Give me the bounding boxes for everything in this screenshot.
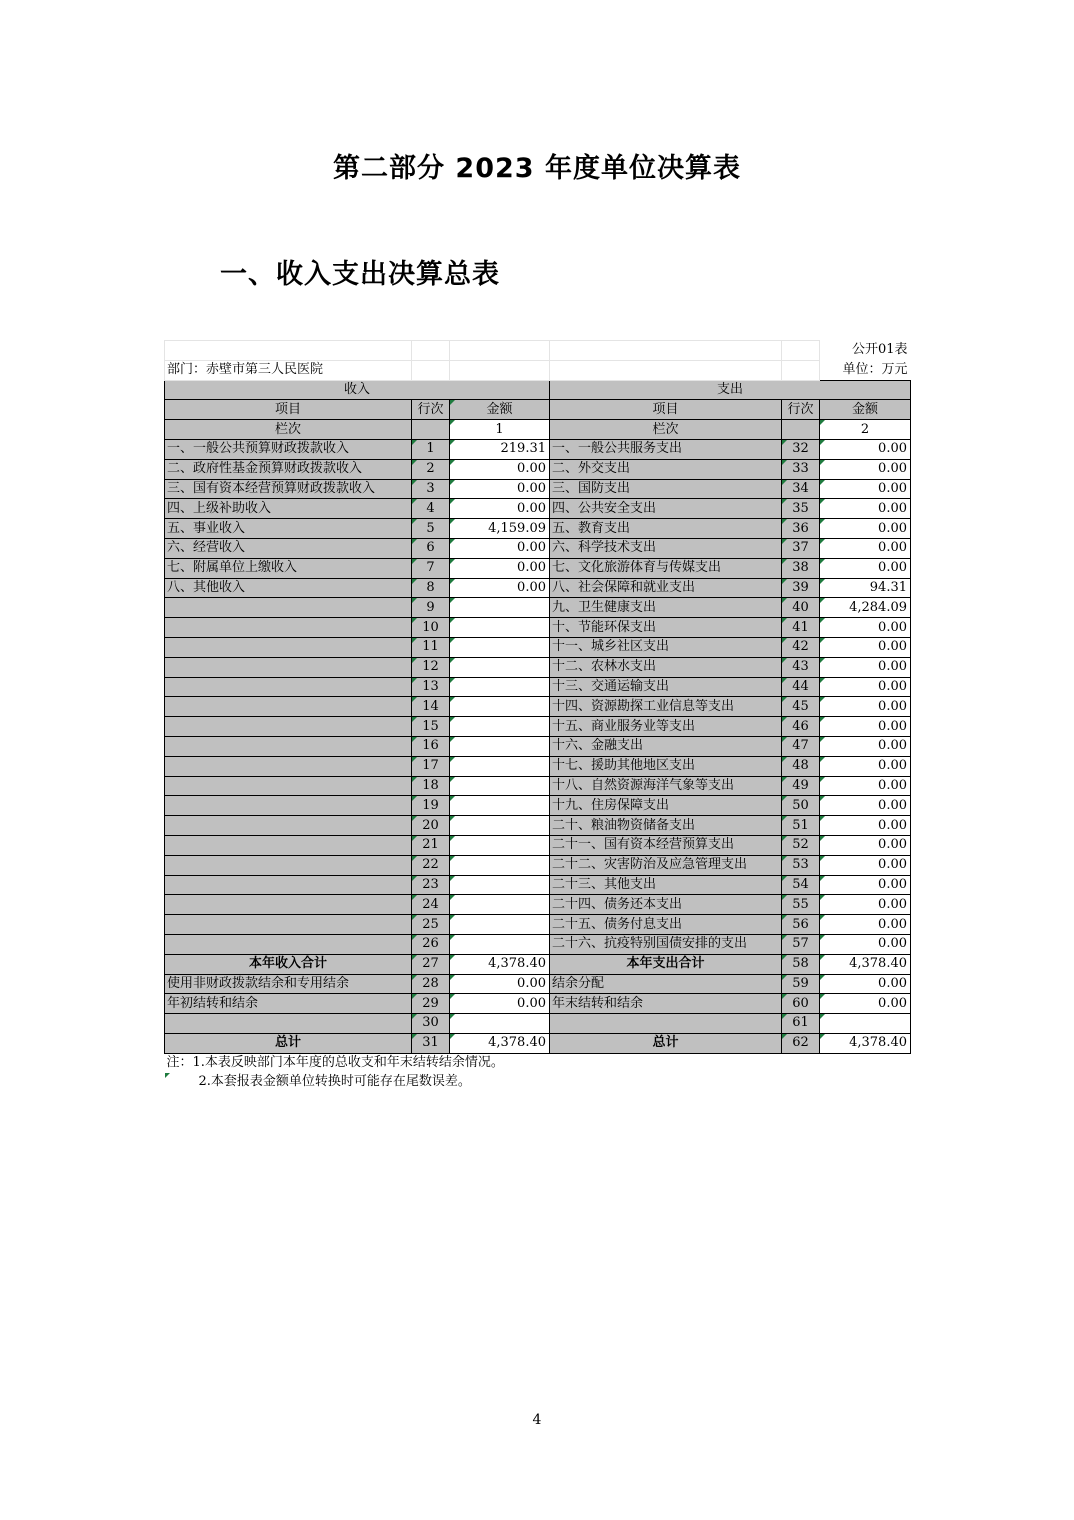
expense-row-no: 42 bbox=[782, 637, 820, 657]
income-row-no: 18 bbox=[412, 776, 450, 796]
income-item: 使用非财政拨款结余和专用结余 bbox=[165, 974, 412, 994]
income-amount bbox=[450, 816, 550, 836]
income-item bbox=[165, 697, 412, 717]
expense-amount: 0.00 bbox=[820, 915, 911, 935]
expense-row-no: 60 bbox=[782, 994, 820, 1014]
income-seq-label: 栏次 bbox=[165, 420, 412, 440]
income-row-no: 5 bbox=[412, 519, 450, 539]
income-amount bbox=[450, 736, 550, 756]
income-item: 七、附属单位上缴收入 bbox=[165, 558, 412, 578]
expense-amount: 0.00 bbox=[820, 459, 911, 479]
expense-row-no: 43 bbox=[782, 657, 820, 677]
table-row bbox=[165, 637, 911, 657]
expense-item: 四、公共安全支出 bbox=[550, 499, 782, 519]
expense-item: 六、科学技术支出 bbox=[550, 538, 782, 558]
income-row-no: 6 bbox=[412, 538, 450, 558]
expense-item: 十六、金融支出 bbox=[550, 736, 782, 756]
table-row bbox=[165, 479, 911, 499]
income-row-no: 10 bbox=[412, 618, 450, 638]
expense-amount: 0.00 bbox=[820, 618, 911, 638]
income-row-no: 30 bbox=[412, 1014, 450, 1034]
income-amount-header: 金额 bbox=[450, 400, 550, 420]
expense-row-no: 59 bbox=[782, 974, 820, 994]
expense-row-no: 51 bbox=[782, 816, 820, 836]
expense-amount: 0.00 bbox=[820, 637, 911, 657]
income-item: 六、经营收入 bbox=[165, 538, 412, 558]
unit-label: 单位：万元 bbox=[842, 361, 908, 377]
year-expense-total-amount: 4,378.40 bbox=[820, 954, 911, 974]
table-row bbox=[165, 697, 911, 717]
year-income-total-label: 本年收入合计 bbox=[165, 954, 412, 974]
expense-item: 三、国防支出 bbox=[550, 479, 782, 499]
table-row bbox=[165, 835, 911, 855]
expense-seq-label: 栏次 bbox=[550, 420, 782, 440]
table-row bbox=[165, 974, 911, 994]
table-row bbox=[165, 855, 911, 875]
budget-summary-sheet bbox=[164, 340, 910, 1092]
table-row bbox=[165, 538, 911, 558]
income-row-header: 行次 bbox=[412, 400, 450, 420]
income-amount bbox=[450, 657, 550, 677]
income-item bbox=[165, 835, 412, 855]
expense-item: 结余分配 bbox=[550, 974, 782, 994]
expense-row-no: 52 bbox=[782, 835, 820, 855]
expense-item bbox=[550, 1014, 782, 1034]
expense-amount: 0.00 bbox=[820, 835, 911, 855]
note-1: 注：1.本表反映部门本年度的总收支和年末结转结余情况。 bbox=[166, 1055, 504, 1071]
table-row bbox=[165, 756, 911, 776]
expense-amount-header: 金额 bbox=[820, 400, 911, 420]
income-row-no: 19 bbox=[412, 796, 450, 816]
table-row bbox=[165, 934, 911, 954]
income-amount bbox=[450, 895, 550, 915]
income-item: 四、上级补助收入 bbox=[165, 499, 412, 519]
expense-item: 七、文化旅游体育与传媒支出 bbox=[550, 558, 782, 578]
income-row-no: 24 bbox=[412, 895, 450, 915]
expense-header: 支出 bbox=[550, 380, 911, 400]
expense-item: 年末结转和结余 bbox=[550, 994, 782, 1014]
expense-amount: 0.00 bbox=[820, 538, 911, 558]
form-number: 公开01表 bbox=[851, 342, 908, 358]
expense-amount: 0.00 bbox=[820, 558, 911, 578]
expense-item: 十九、住房保障支出 bbox=[550, 796, 782, 816]
expense-row-no: 38 bbox=[782, 558, 820, 578]
expense-amount: 0.00 bbox=[820, 895, 911, 915]
income-amount bbox=[450, 776, 550, 796]
income-amount: 0.00 bbox=[450, 578, 550, 598]
income-amount: 0.00 bbox=[450, 994, 550, 1014]
expense-item: 二十三、其他支出 bbox=[550, 875, 782, 895]
expense-amount: 0.00 bbox=[820, 736, 911, 756]
table-row bbox=[165, 499, 911, 519]
year-income-total-amount: 4,378.40 bbox=[450, 954, 550, 974]
expense-row-no: 54 bbox=[782, 875, 820, 895]
income-row-no: 4 bbox=[412, 499, 450, 519]
grand-total-income-row-no: 31 bbox=[412, 1033, 450, 1053]
table-row bbox=[165, 578, 911, 598]
expense-item: 二十一、国有资本经营预算支出 bbox=[550, 835, 782, 855]
expense-row-no: 56 bbox=[782, 915, 820, 935]
expense-row-no: 35 bbox=[782, 499, 820, 519]
grand-total-expense-label: 总计 bbox=[550, 1033, 782, 1053]
income-item bbox=[165, 796, 412, 816]
income-item: 五、事业收入 bbox=[165, 519, 412, 539]
expense-item: 二十六、抗疫特别国债安排的支出 bbox=[550, 934, 782, 954]
income-item: 三、国有资本经营预算财政拨款收入 bbox=[165, 479, 412, 499]
income-amount bbox=[450, 677, 550, 697]
income-row-no: 21 bbox=[412, 835, 450, 855]
income-row-no: 1 bbox=[412, 439, 450, 459]
expense-amount: 0.00 bbox=[820, 717, 911, 737]
income-item bbox=[165, 934, 412, 954]
income-item bbox=[165, 776, 412, 796]
income-row-no: 29 bbox=[412, 994, 450, 1014]
expense-amount: 0.00 bbox=[820, 439, 911, 459]
income-amount bbox=[450, 915, 550, 935]
income-amount: 0.00 bbox=[450, 459, 550, 479]
income-row-no: 26 bbox=[412, 934, 450, 954]
income-amount: 219.31 bbox=[450, 439, 550, 459]
table-row bbox=[165, 1014, 911, 1034]
department-label: 部门：赤壁市第三人民医院 bbox=[165, 360, 412, 380]
table-row bbox=[165, 816, 911, 836]
income-row-no: 2 bbox=[412, 459, 450, 479]
expense-row-no: 61 bbox=[782, 1014, 820, 1034]
table-row bbox=[165, 717, 911, 737]
expense-row-no: 32 bbox=[782, 439, 820, 459]
table-row bbox=[165, 618, 911, 638]
expense-item: 一、一般公共服务支出 bbox=[550, 439, 782, 459]
grand-total-expense-row-no: 62 bbox=[782, 1033, 820, 1053]
expense-item: 二十五、债务付息支出 bbox=[550, 915, 782, 935]
page-number: 4 bbox=[532, 1412, 542, 1428]
expense-amount: 0.00 bbox=[820, 776, 911, 796]
table-row bbox=[165, 796, 911, 816]
income-row-no: 3 bbox=[412, 479, 450, 499]
income-item bbox=[165, 855, 412, 875]
income-row-no: 16 bbox=[412, 736, 450, 756]
income-amount: 0.00 bbox=[450, 499, 550, 519]
expense-row-no: 33 bbox=[782, 459, 820, 479]
expense-row-no: 53 bbox=[782, 855, 820, 875]
income-amount bbox=[450, 717, 550, 737]
expense-row-no: 47 bbox=[782, 736, 820, 756]
income-row-no: 12 bbox=[412, 657, 450, 677]
expense-item: 十八、自然资源海洋气象等支出 bbox=[550, 776, 782, 796]
document-title: 第二部分 2023 年度单位决算表 bbox=[333, 153, 741, 184]
expense-amount: 94.31 bbox=[820, 578, 911, 598]
income-item: 八、其他收入 bbox=[165, 578, 412, 598]
expense-item: 二十、粮油物资储备支出 bbox=[550, 816, 782, 836]
income-amount: 0.00 bbox=[450, 558, 550, 578]
income-item: 一、一般公共预算财政拨款收入 bbox=[165, 439, 412, 459]
expense-row-no: 46 bbox=[782, 717, 820, 737]
income-row-no: 23 bbox=[412, 875, 450, 895]
expense-amount: 0.00 bbox=[820, 657, 911, 677]
expense-amount: 4,284.09 bbox=[820, 598, 911, 618]
expense-amount: 0.00 bbox=[820, 499, 911, 519]
expense-row-header: 行次 bbox=[782, 400, 820, 420]
income-row-no: 20 bbox=[412, 816, 450, 836]
income-row-no: 28 bbox=[412, 974, 450, 994]
expense-item: 十三、交通运输支出 bbox=[550, 677, 782, 697]
income-item: 二、政府性基金预算财政拨款收入 bbox=[165, 459, 412, 479]
expense-row-no: 36 bbox=[782, 519, 820, 539]
table-row bbox=[165, 994, 911, 1014]
expense-row-no: 55 bbox=[782, 895, 820, 915]
expense-item: 二、外交支出 bbox=[550, 459, 782, 479]
income-amount bbox=[450, 1014, 550, 1034]
note-2: 2.本套报表金额单位转换时可能存在尾数误差。 bbox=[165, 1073, 911, 1092]
grand-total-expense-amount: 4,378.40 bbox=[820, 1033, 911, 1053]
income-item bbox=[165, 756, 412, 776]
expense-row-no: 50 bbox=[782, 796, 820, 816]
income-amount bbox=[450, 618, 550, 638]
year-expense-total-label: 本年支出合计 bbox=[550, 954, 782, 974]
expense-item: 五、教育支出 bbox=[550, 519, 782, 539]
income-row-no: 11 bbox=[412, 637, 450, 657]
income-amount: 4,159.09 bbox=[450, 519, 550, 539]
income-header: 收入 bbox=[165, 380, 550, 400]
income-amount bbox=[450, 934, 550, 954]
grand-total-income-label: 总计 bbox=[165, 1033, 412, 1053]
table-row bbox=[165, 598, 911, 618]
section-title: 一、收入支出决算总表 bbox=[220, 259, 500, 290]
income-item-header: 项目 bbox=[165, 400, 412, 420]
expense-item-header: 项目 bbox=[550, 400, 782, 420]
income-item bbox=[165, 895, 412, 915]
expense-item: 十四、资源勘探工业信息等支出 bbox=[550, 697, 782, 717]
income-amount bbox=[450, 637, 550, 657]
expense-amount: 0.00 bbox=[820, 479, 911, 499]
expense-amount: 0.00 bbox=[820, 934, 911, 954]
income-item bbox=[165, 677, 412, 697]
income-item bbox=[165, 717, 412, 737]
income-item bbox=[165, 915, 412, 935]
income-item bbox=[165, 598, 412, 618]
table-row bbox=[165, 558, 911, 578]
expense-item: 九、卫生健康支出 bbox=[550, 598, 782, 618]
expense-amount bbox=[820, 1014, 911, 1034]
expense-item: 十五、商业服务业等支出 bbox=[550, 717, 782, 737]
expense-amount: 0.00 bbox=[820, 855, 911, 875]
income-item: 年初结转和结余 bbox=[165, 994, 412, 1014]
income-amount: 0.00 bbox=[450, 538, 550, 558]
expense-row-no: 41 bbox=[782, 618, 820, 638]
income-item bbox=[165, 816, 412, 836]
year-expense-total-row-no: 58 bbox=[782, 954, 820, 974]
income-row-no: 7 bbox=[412, 558, 450, 578]
table-row bbox=[165, 657, 911, 677]
expense-row-no: 57 bbox=[782, 934, 820, 954]
expense-amount: 0.00 bbox=[820, 974, 911, 994]
expense-item: 十、节能环保支出 bbox=[550, 618, 782, 638]
income-amount bbox=[450, 697, 550, 717]
income-row-no: 15 bbox=[412, 717, 450, 737]
expense-row-no: 40 bbox=[782, 598, 820, 618]
table-row bbox=[165, 776, 911, 796]
income-item bbox=[165, 1014, 412, 1034]
income-amount bbox=[450, 756, 550, 776]
income-amount bbox=[450, 875, 550, 895]
income-row-no: 9 bbox=[412, 598, 450, 618]
expense-row-no: 37 bbox=[782, 538, 820, 558]
income-item bbox=[165, 637, 412, 657]
expense-row-no: 34 bbox=[782, 479, 820, 499]
income-amount: 0.00 bbox=[450, 479, 550, 499]
expense-amount: 0.00 bbox=[820, 697, 911, 717]
expense-item: 二十四、债务还本支出 bbox=[550, 895, 782, 915]
year-income-total-row-no: 27 bbox=[412, 954, 450, 974]
table-row bbox=[165, 895, 911, 915]
income-item bbox=[165, 875, 412, 895]
expense-amount: 0.00 bbox=[820, 519, 911, 539]
expense-amount: 0.00 bbox=[820, 816, 911, 836]
income-row-no: 8 bbox=[412, 578, 450, 598]
income-amount bbox=[450, 598, 550, 618]
income-column-number: 1 bbox=[450, 420, 550, 440]
table-row bbox=[165, 677, 911, 697]
table-row bbox=[165, 915, 911, 935]
expense-column-number: 2 bbox=[820, 420, 911, 440]
expense-row-no: 49 bbox=[782, 776, 820, 796]
income-item bbox=[165, 618, 412, 638]
expense-amount: 0.00 bbox=[820, 796, 911, 816]
income-amount bbox=[450, 796, 550, 816]
expense-item: 十二、农林水支出 bbox=[550, 657, 782, 677]
income-amount bbox=[450, 855, 550, 875]
table-row bbox=[165, 736, 911, 756]
income-item bbox=[165, 736, 412, 756]
grand-total-income-amount: 4,378.40 bbox=[450, 1033, 550, 1053]
expense-row-no: 39 bbox=[782, 578, 820, 598]
income-item bbox=[165, 657, 412, 677]
expense-amount: 0.00 bbox=[820, 875, 911, 895]
expense-item: 十七、援助其他地区支出 bbox=[550, 756, 782, 776]
income-row-no: 14 bbox=[412, 697, 450, 717]
expense-item: 十一、城乡社区支出 bbox=[550, 637, 782, 657]
expense-row-no: 44 bbox=[782, 677, 820, 697]
expense-amount: 0.00 bbox=[820, 756, 911, 776]
expense-row-no: 45 bbox=[782, 697, 820, 717]
table-row bbox=[165, 875, 911, 895]
expense-item: 八、社会保障和就业支出 bbox=[550, 578, 782, 598]
expense-item: 二十二、灾害防治及应急管理支出 bbox=[550, 855, 782, 875]
income-amount: 0.00 bbox=[450, 974, 550, 994]
table-row bbox=[165, 439, 911, 459]
income-row-no: 22 bbox=[412, 855, 450, 875]
income-row-no: 13 bbox=[412, 677, 450, 697]
table-row bbox=[165, 519, 911, 539]
expense-amount: 0.00 bbox=[820, 994, 911, 1014]
expense-amount: 0.00 bbox=[820, 677, 911, 697]
income-row-no: 17 bbox=[412, 756, 450, 776]
income-amount bbox=[450, 835, 550, 855]
income-expense-table bbox=[164, 340, 911, 1092]
table-row bbox=[165, 459, 911, 479]
income-row-no: 25 bbox=[412, 915, 450, 935]
expense-row-no: 48 bbox=[782, 756, 820, 776]
